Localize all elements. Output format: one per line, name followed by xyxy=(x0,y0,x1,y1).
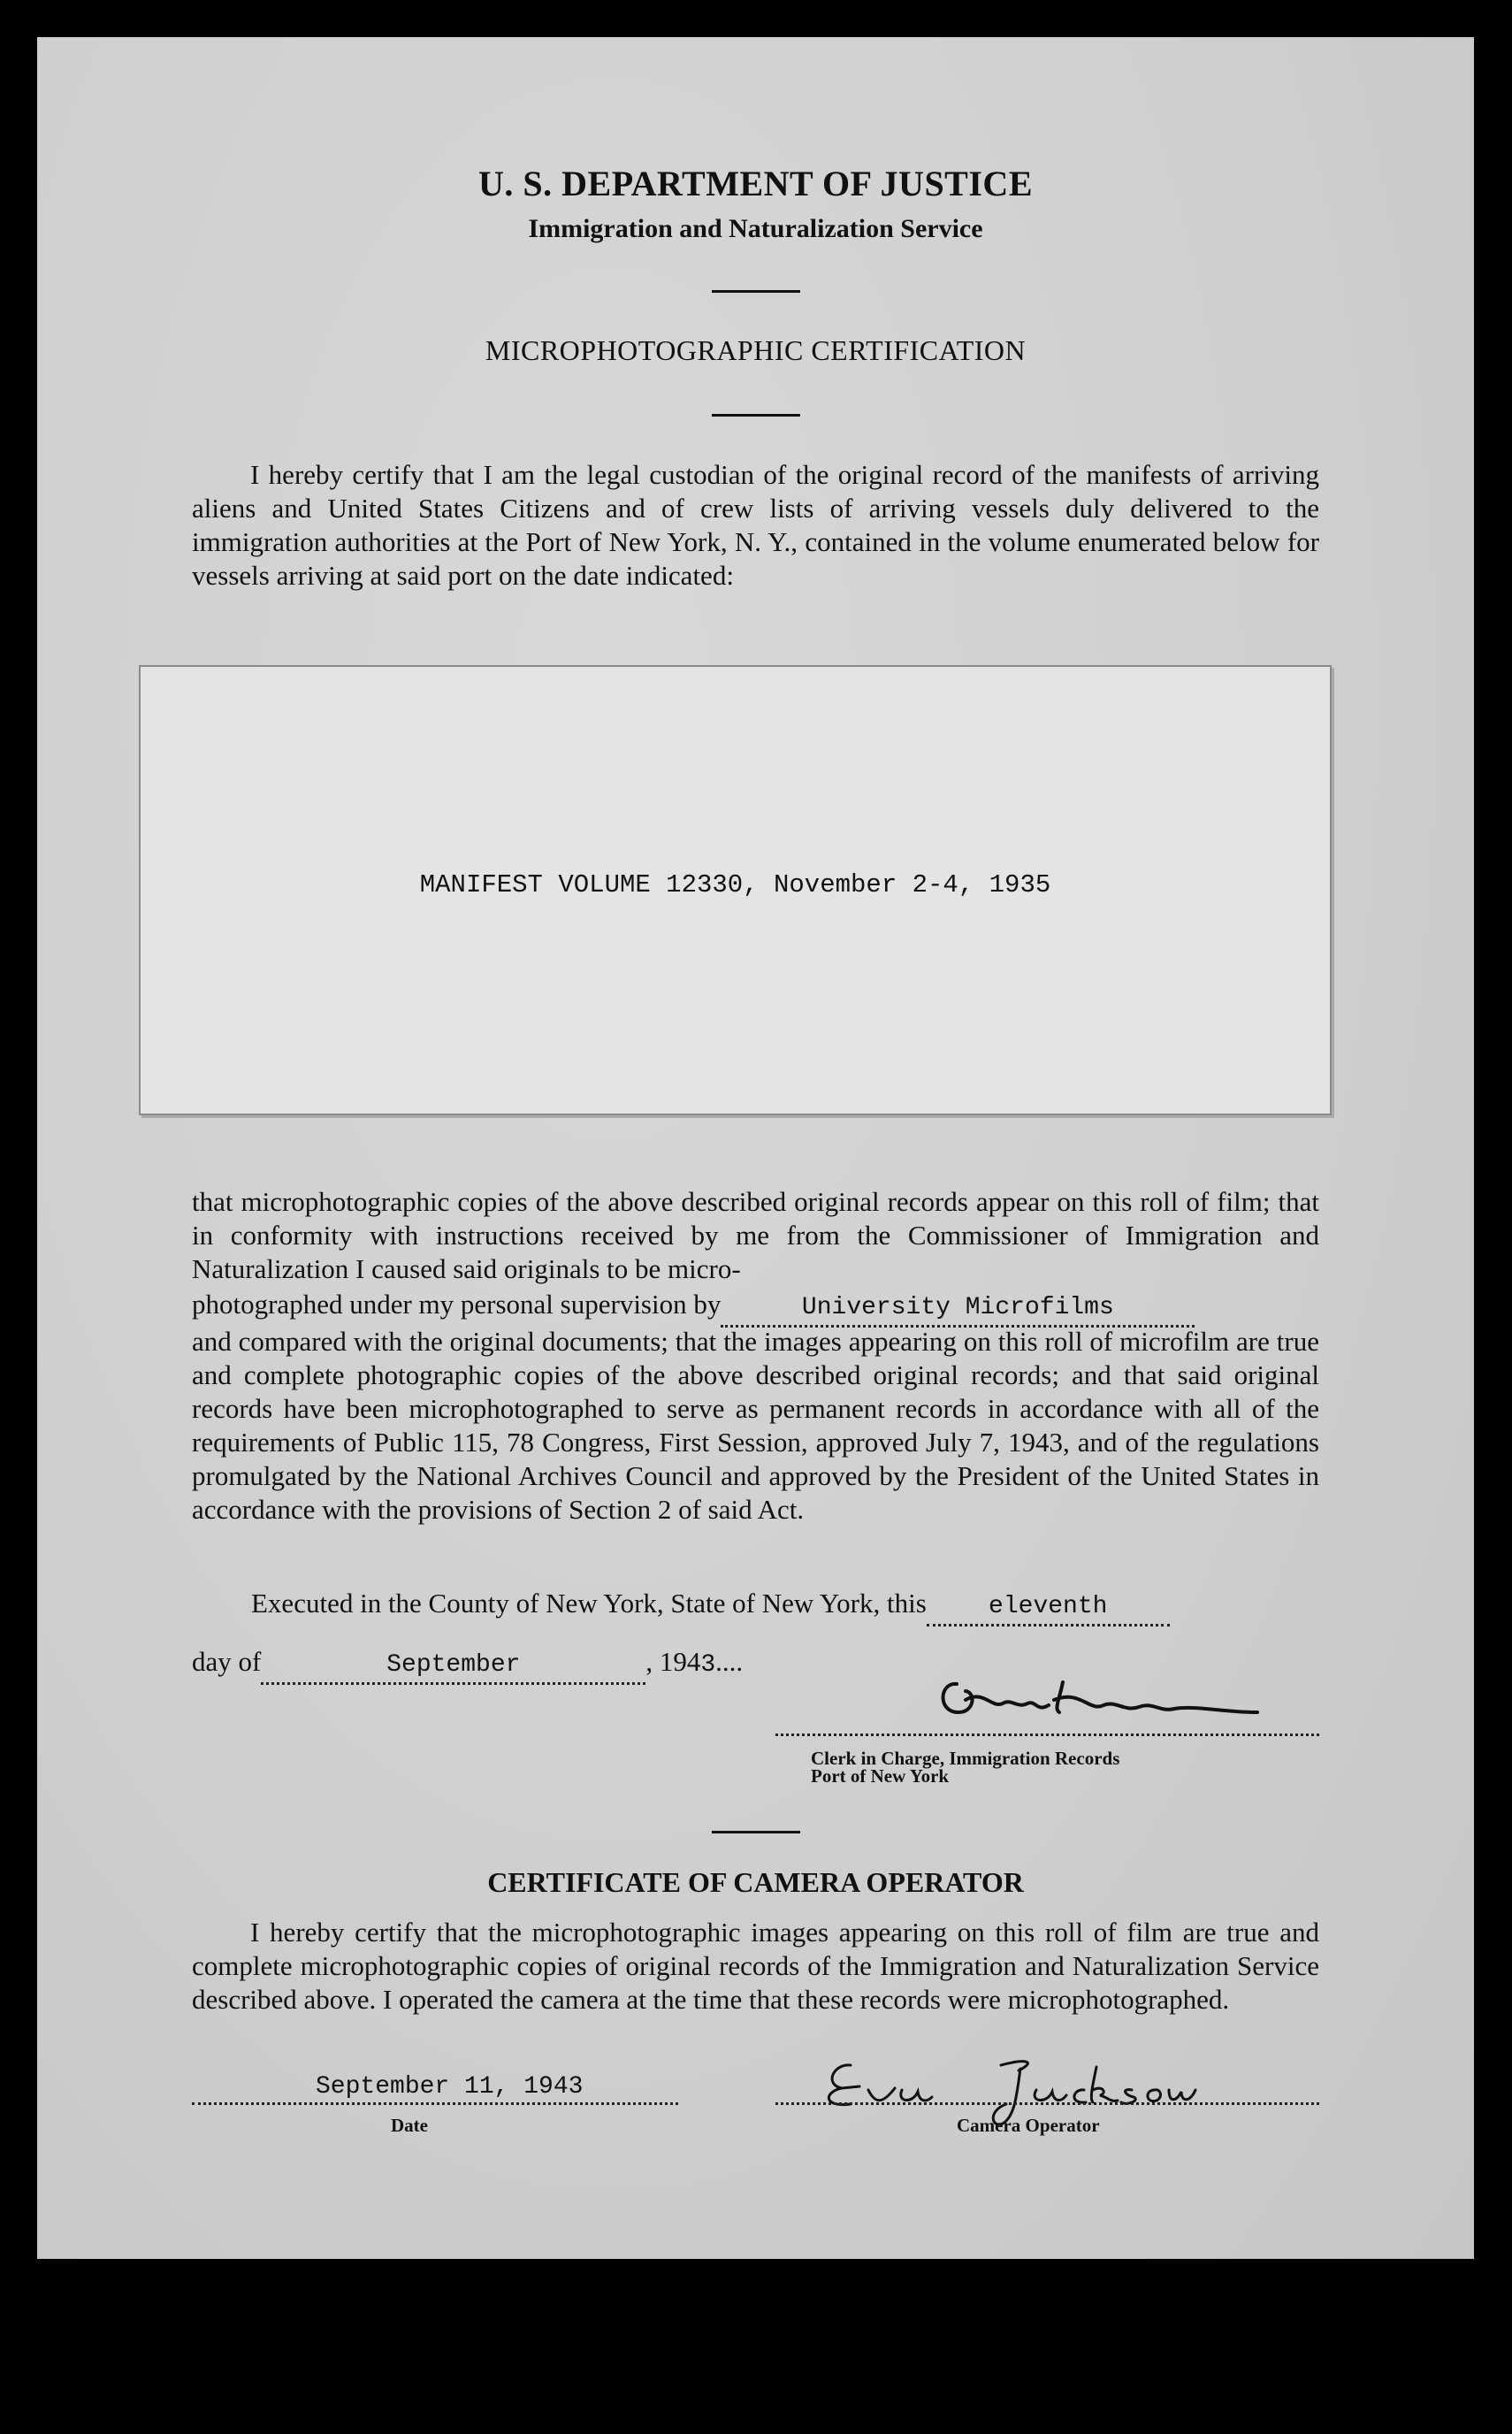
executed-prefix: Executed in the County of New York, State of New York, this xyxy=(251,1588,927,1619)
day-of-line xyxy=(192,1645,743,1685)
camera-certificate-title: CERTIFICATE OF CAMERA OPERATOR xyxy=(487,1866,1024,1898)
certification-intro: I hereby certify that I am the legal custodian of the original record of the manifests of arriving aliens and United States Citizens and of crew lists of arriving vessels duly delivered to the immigration authorities at the Port of New York, N. Y., contained in the volume enumerated below for vessels arriving at said port on the date indicated: xyxy=(192,459,1319,591)
supervisor-value: University Microfilms xyxy=(801,1294,1114,1321)
certification-body-part2: and compared with the original documents; that the images appearing on this roll of microfilm are true and complete photographic copies of the above described original records; and that said original records have been microphotographed to serve as permanent records in accordance with all of the requirements of Public 115, 78 Congress, First Session, approved July 7, 1943, and of the regulations promulgated by the National Archives Council and approved by the President of the United States in accordance with the provisions of Section 2 of said Act. xyxy=(192,1326,1319,1525)
service-subtitle: Immigration and Naturalization Service xyxy=(528,214,983,243)
date-line xyxy=(192,2102,678,2105)
divider xyxy=(712,414,800,417)
clerk-title-2: Port of New York xyxy=(811,1765,950,1787)
day-of-label: day of xyxy=(192,1646,262,1677)
date-label: Date xyxy=(391,2115,428,2136)
month-value: September xyxy=(386,1651,521,1679)
year-digit: 3 xyxy=(700,1651,716,1679)
department-title: U. S. DEPARTMENT OF JUSTICE xyxy=(478,164,1033,203)
manifest-volume: MANIFEST VOLUME 12330, November 2-4, 1935 xyxy=(419,870,1051,899)
date-value: September 11, 1943 xyxy=(316,2073,584,2101)
divider xyxy=(712,290,800,293)
camera-certificate-text: I hereby certify that the microphotographic images appearing on this roll of film are true and complete microphotographic copies of original records of the Immigration and Naturalization Service described above. I operated the camera at the time that these records were microphotographed. xyxy=(192,1917,1319,2015)
clerk-signature xyxy=(904,1673,1310,1726)
executed-day: eleventh xyxy=(989,1593,1108,1620)
supervisor-prefix: photographed under my personal supervision by xyxy=(192,1289,722,1320)
executed-line xyxy=(251,1587,1170,1626)
clerk-title-1: Clerk in Charge, Immigration Records xyxy=(811,1748,1120,1769)
certification-title: MICROPHOTOGRAPHIC CERTIFICATION xyxy=(485,334,1027,366)
supervisor-line xyxy=(192,1288,1195,1328)
year-suffix: .... xyxy=(715,1646,744,1677)
year-prefix: , 194 xyxy=(645,1646,701,1677)
certification-body-part1: that microphotographic copies of the above described original records appear on this roll of film; that in conformity with instructions received by me from the Commissioner of Immigration and Naturalization I caused said originals to be micro- xyxy=(192,1186,1319,1284)
operator-signature-line xyxy=(775,2102,1319,2105)
volume-slip xyxy=(139,665,1332,1115)
clerk-signature-line xyxy=(775,1734,1319,1736)
divider xyxy=(712,1831,800,1833)
operator-label: Camera Operator xyxy=(957,2115,1100,2136)
certificate-page xyxy=(37,37,1474,2259)
